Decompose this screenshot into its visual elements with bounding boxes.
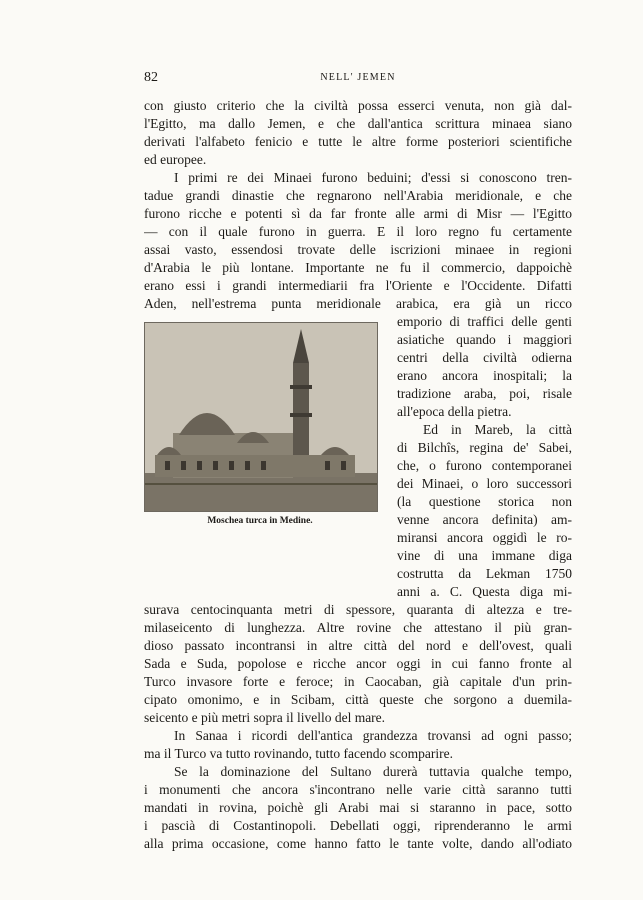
text-line: alla prima occasione, come hanno fatto le tante volte, dando all'odiato bbox=[144, 836, 572, 851]
text-line: vine di una immane diga bbox=[397, 548, 572, 563]
page-header bbox=[144, 70, 572, 90]
text-line: Ed in Mareb, la città bbox=[423, 422, 572, 437]
text-line: venne ancora definita) am- bbox=[397, 512, 572, 527]
text-line: Sada e Suda, popolose e ricche ancor oggi in cui fanno fronte al bbox=[144, 656, 572, 671]
text-line: miransi ancora oggidì le ro- bbox=[397, 530, 572, 545]
text-line: che, o furono contemporanei bbox=[397, 458, 572, 473]
text-line: furono ricche e potenti sì da far fronte alle armi di Misr — l'Egitto bbox=[144, 206, 572, 221]
figure-caption: Moschea turca in Medine. bbox=[207, 516, 313, 526]
text-line: costrutta da Lekman 1750 bbox=[397, 566, 572, 581]
text-line: (la questione storica non bbox=[397, 494, 572, 509]
text-line: tradizione araba, poi, risale bbox=[397, 386, 572, 401]
text-line: — con il quale furono in guerra. E il loro regno fu certamente bbox=[144, 224, 572, 239]
running-title: NELL' JEMEN bbox=[320, 72, 396, 83]
text-line: surava centocinquanta metri di spessore, quaranta di altezza e tre- bbox=[144, 602, 572, 617]
text-line: mandati in rovina, poichè gli Arabi mai si staranno in pace, sotto bbox=[144, 800, 572, 815]
text-line: emporio di traffici delle genti bbox=[397, 314, 572, 329]
text-line: ed europee. bbox=[144, 152, 207, 167]
text-line: asiatiche quando i maggiori bbox=[397, 332, 572, 347]
mosque-illustration bbox=[144, 322, 378, 512]
text-line: ma il Turco va tutto rovinando, tutto facendo scomparire. bbox=[144, 746, 453, 761]
text-line: derivati l'alfabeto fenicio e tutte le altre forme posteriori scientifiche bbox=[144, 134, 572, 149]
text-line: anni a. C. Questa diga mi- bbox=[397, 584, 572, 599]
text-line: milaseicento di lunghezza. Altre rovine che attestano il più gran- bbox=[144, 620, 572, 635]
text-line: i pascià di Costantinopoli. Debellati oggi, riprenderanno le armi bbox=[144, 818, 572, 833]
text-line: assai vasto, essendosi trovate delle iscrizioni minaee in regioni bbox=[144, 242, 572, 257]
text-line: erano ancora inospitali; la bbox=[397, 368, 572, 383]
text-line: I primi re dei Minaei furono beduini; d'essi si conoscono tren- bbox=[174, 170, 572, 185]
text-line: Turco invasore forte e feroce; in Caocaban, già capitale d'un prin- bbox=[144, 674, 572, 689]
text-line: seicento e più metri sopra il livello del mare. bbox=[144, 710, 386, 725]
text-line: d'Arabia le più lontane. Importante ne fu il commercio, dappoichè bbox=[144, 260, 572, 275]
page-number: 82 bbox=[144, 70, 158, 85]
text-line: l'Egitto, ma dallo Jemen, e che dall'antica scrittura minaea siano bbox=[144, 116, 572, 131]
text-line: dioso passato incontransi in altre città del nord e dell'ovest, quali bbox=[144, 638, 572, 653]
text-line: con giusto criterio che la civiltà possa esserci venuta, non già dal- bbox=[144, 98, 572, 113]
text-line: erano essi i grandi intermediarii fra l'Oriente e l'Occidente. Difatti bbox=[144, 278, 572, 293]
text-line: cipato omonimo, e in Scibam, città queste che sorgono a duemila- bbox=[144, 692, 572, 707]
text-line: dei Minaei, o loro successori bbox=[397, 476, 572, 491]
text-line: tadue grandi dinastie che regnarono nell'Arabia meridionale, e che bbox=[144, 188, 572, 203]
text-line: all'epoca della pietra. bbox=[397, 404, 512, 419]
text-line: In Sanaa i ricordi dell'antica grandezza trovansi ad ogni passo; bbox=[174, 728, 572, 743]
text-line: Se la dominazione del Sultano durerà tuttavia qualche tempo, bbox=[174, 764, 572, 779]
text-line: di Bilchîs, regina de' Sabei, bbox=[397, 440, 572, 455]
mosque-drawing bbox=[145, 323, 377, 511]
text-line: Aden, nell'estrema punta meridionale arabica, era già un ricco bbox=[144, 296, 572, 311]
text-line: i monumenti che ancora s'incontrano nelle varie città saranno tutti bbox=[144, 782, 572, 797]
text-line: centri della civiltà odierna bbox=[397, 350, 572, 365]
